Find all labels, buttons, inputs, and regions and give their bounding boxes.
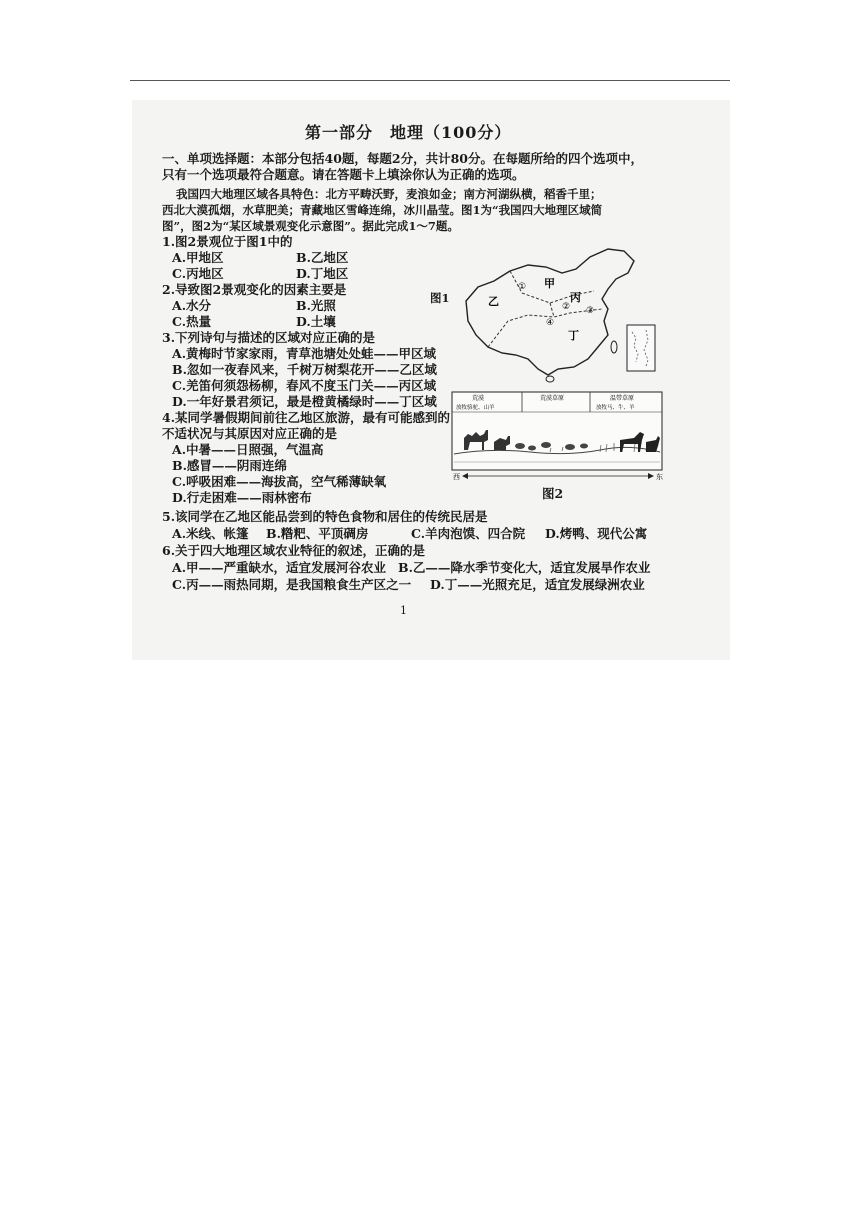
question-5-option-a: A.米线、帐篷 (172, 526, 249, 541)
section-title: 第一部分 地理（100分） (305, 123, 512, 142)
panel-desert-steppe-heading: 荒漠草原 (540, 395, 565, 402)
question-1-option-d: D.丁地区 (296, 266, 349, 281)
intro-line-1: 我国四大地理区域各具特色：北方平畴沃野，麦浪如金；南方河湖纵横，稻香千里； (176, 187, 602, 201)
question-4-option-c: C.呼吸困难——海拔高，空气稀薄缺氧 (172, 474, 387, 489)
marker-3: ③ (586, 306, 595, 316)
question-5-stem: 5.该同学在乙地区能品尝到的特色食物和居住的传统民居是 (162, 509, 488, 524)
question-4-option-d: D.行走困难——雨林密布 (172, 490, 312, 505)
intro-line-2: 西北大漠孤烟，水草肥美；青藏地区雪峰连绵，冰川晶莹。图1为“我国四大地理区域简 (162, 203, 603, 217)
boundary-line-2 (488, 309, 602, 347)
direction-west: 西 (453, 473, 460, 481)
figure-1-label: 图1 (430, 291, 450, 305)
question-6-stem: 6.关于四大地理区域农业特征的叙述，正确的是 (162, 543, 426, 558)
question-1-option-b: B.乙地区 (296, 250, 349, 265)
instructions-line-2: 只有一个选项最符合题意。请在答题卡上填涂你认为正确的选项。 (162, 167, 525, 182)
question-2-option-d: D.土壤 (296, 314, 336, 329)
instructions-line-1: 一、单项选择题：本部分包括40题，每题2分，共计80分。在每题所给的四个选项中， (162, 151, 643, 166)
panel-desert-text: 放牧骆驼、山羊 (456, 405, 495, 411)
marker-4: ④ (546, 318, 555, 328)
page-number: 1 (400, 604, 407, 617)
question-4-stem: 4.某同学暑假期间前往乙地区旅游，最有可能感到的 (162, 410, 451, 425)
question-4-option-b: B.感冒——阴雨连绵 (172, 458, 287, 473)
header-rule (130, 80, 730, 81)
region-label-jia: 甲 (544, 277, 555, 290)
marker-2: ② (562, 302, 571, 312)
question-6-option-a: A.甲——严重缺水，适宜发展河谷农业 (172, 560, 387, 575)
boundary-line-3 (550, 303, 554, 317)
question-6-option-d: D.丁——光照充足，适宜发展绿洲农业 (430, 577, 645, 592)
marker-1: ① (518, 282, 527, 292)
question-3-option-d: D.一年好景君须记，最是橙黄橘绿时——丁区域 (172, 394, 437, 409)
region-label-ding: 丁 (568, 329, 579, 342)
region-label-yi: 乙 (488, 295, 499, 308)
question-5-option-c: C.羊肉泡馍、四合院 (411, 526, 526, 541)
panel-desert-heading: 荒漠 (472, 395, 485, 402)
question-1-option-a: A.甲地区 (172, 250, 224, 265)
question-3-option-c: C.羌笛何须怨杨柳，春风不度玉门关——丙区域 (172, 378, 437, 393)
panel-steppe-heading: 温带草原 (610, 395, 635, 402)
question-2-option-a: A.水分 (172, 298, 212, 313)
question-5-option-d: D.烤鸭、现代公寓 (545, 526, 648, 541)
question-4-stem-continued: 不适状况与其原因对应正确的是 (162, 426, 338, 441)
hainan-island (546, 376, 554, 382)
landscape-change-figure (450, 390, 666, 482)
question-6-option-c: C.丙——雨热同期，是我国粮食生产区之一 (172, 577, 412, 592)
south-china-sea-inset (626, 324, 656, 372)
question-3-option-b: B.忽如一夜春风来，千树万树梨花开——乙区域 (172, 362, 437, 377)
question-2-option-c: C.热量 (172, 314, 212, 329)
question-1-stem: 1.图2景观位于图1中的 (162, 234, 293, 249)
china-outline (466, 249, 634, 375)
direction-east: 东 (656, 473, 663, 481)
region-label-bing: 丙 (570, 291, 581, 304)
question-1-option-c: C.丙地区 (172, 266, 224, 281)
question-4-option-a: A.中暑——日照强，气温高 (172, 442, 324, 457)
question-5-option-b: B.糌粑、平顶碉房 (266, 526, 369, 541)
question-2-option-b: B.光照 (296, 298, 336, 313)
intro-line-3: 图”，图2为“某区域景观变化示意图”。据此完成1～7题。 (162, 219, 459, 233)
figure-2-label: 图2 (542, 486, 564, 501)
panel-steppe-text: 放牧马、牛、羊 (596, 405, 635, 411)
taiwan-island (611, 341, 617, 353)
question-6-option-b: B.乙——降水季节变化大，适宜发展旱作农业 (398, 560, 651, 575)
question-2-stem: 2.导致图2景观变化的因素主要是 (162, 282, 347, 297)
question-3-option-a: A.黄梅时节家家雨，青草池塘处处蛙——甲区域 (172, 346, 437, 361)
question-3-stem: 3.下列诗句与描述的区域对应正确的是 (162, 330, 376, 345)
